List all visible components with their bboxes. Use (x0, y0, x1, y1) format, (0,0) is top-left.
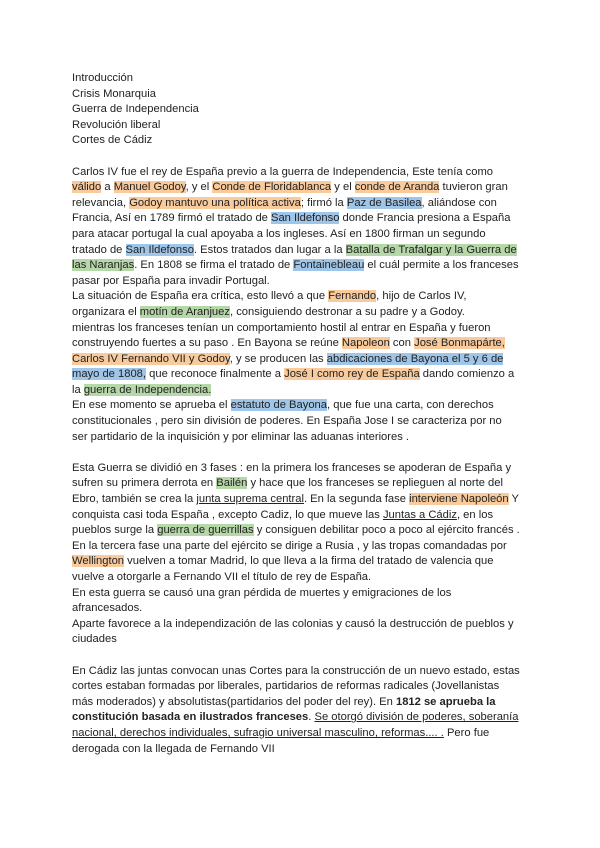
text-run: En Cádiz las juntas convocan unas Cortes para la construcción de un nuevo estado, estas cortes estaban formadas por liberales, partidarios de reformas radicales (Jovellanistas más moderados) y absolutistas(partidarios del poder del rey). En (72, 664, 520, 708)
paragraph-guerra-fases (72, 461, 520, 648)
text-run: y consiguen debilitar poco a poco al ejército francés . (253, 524, 520, 537)
text-run: con (389, 337, 415, 350)
highlight-guerra-independencia: guerra de Independencia. (83, 383, 212, 396)
highlight-godoy-politica: Godoy mantuvo una política activa (129, 196, 301, 209)
outline-list (72, 71, 520, 149)
highlight-jose-i-rey: José I como rey de España (284, 368, 420, 381)
underline-juntas-cadiz: Juntas a Cádiz (382, 508, 457, 521)
text-run: que reconoce finalmente a (146, 368, 285, 381)
highlight-guerra-guerrillas: guerra de guerrillas (157, 524, 254, 537)
highlight-estatuto-bayona: estatuto de Bayona (230, 399, 328, 412)
text-run: Aparte favorece a la independización de las colonias y causó la destrucción de pueblos y ciudades (72, 617, 514, 646)
outline-item: Introducción (72, 72, 133, 84)
text-run: el cuál permite a los franceses pasar por España para invadir Portugal. (72, 259, 519, 287)
text-run: dando comienzo a la (72, 368, 515, 396)
highlight-abdicaciones-bayona: abdicaciones de Bayona el 5 y 6 de mayo de 1808, (72, 352, 504, 381)
text-run: , y el (185, 181, 213, 194)
highlight-san-ildefonso-2: San Ildefonso (125, 243, 194, 256)
text-run: Pero fue derogada con la llegada de Fernando VII (72, 726, 490, 755)
text-run: , que fue una carta, con derechos constitucionales , pero sin división de poderes. En España Jose I se caracteriza por no ser partidario de la inquisición y por eliminar las aduanas interiores . (72, 399, 502, 443)
text-run: , y se producen las (229, 352, 327, 365)
text-run: . En 1808 se firma el tratado de (134, 259, 294, 272)
spacer (72, 149, 520, 165)
text-run: En esta guerra se causó una gran pérdida de muertes y emigraciones de los afrancesados. (72, 586, 452, 615)
text-run: ; firmó la (300, 196, 347, 209)
outline-item: Crisis Monarquia (72, 87, 156, 100)
highlight-napoleon: Napoleon (341, 337, 390, 350)
outline-item: Cortes de Cádiz (72, 134, 153, 147)
text-run: vuelven a tomar Madrid, lo que lleva a la firma del tratado de valencia que vuelve a otorgarle a Fernando VII el título de rey de España. (72, 555, 494, 583)
text-run: Y conquista casi toda España , excepto Cadiz, lo que mueve las (72, 493, 519, 521)
text-run: , hijo de Carlos IV, organizara el (72, 290, 467, 318)
text-run: Carlos IV fue el rey de España previo a la guerra de Independencia, Este tenía como (72, 165, 494, 178)
highlight-san-ildefonso-1: San Ildefonso (271, 212, 340, 225)
text-run: mientras los franceses tenían un comportamiento hostil al entrar en España y fueron construyendo fuertes a su paso . En Bayona se reúne (72, 321, 491, 350)
text-run: y hace que los franceses se replieguen al norte del Ebro, también se crea la (72, 477, 503, 506)
highlight-trafalgar-naranjas: Batalla de Trafalgar y la Guerra de las Naranjas (72, 243, 517, 272)
highlight-paz-basilea: Paz de Basilea (346, 196, 422, 209)
text-run: a (101, 181, 114, 194)
outline-item: Revolución liberal (72, 118, 161, 131)
text-run: Esta Guerra se dividió en 3 fases : en la primera los franceses se apoderan de España y sufren su primera derrota en (72, 461, 512, 490)
text-run: y el (331, 181, 355, 194)
highlight-bailen: Bailén (216, 477, 248, 490)
highlight-floridablanca: Conde de Floridablanca (212, 181, 332, 194)
outline-item: Guerra de Independencia (72, 103, 199, 116)
highlight-bonaparte-carlos-fernando-godoy: José Bonmapárte, Carlos IV Fernando VII y Godoy (72, 337, 505, 365)
paragraph-carlos-iv (72, 165, 520, 290)
bold-constitucion-1812: 1812 se aprueba la constitución basada en ilustrados franceses (72, 695, 496, 724)
highlight-wellington: Wellington (72, 555, 125, 568)
text-run: , en los pueblos surge la (72, 508, 494, 537)
paragraph-crisis (72, 289, 520, 445)
highlight-fernando: Fernando (328, 290, 377, 303)
text-run: . (308, 711, 315, 724)
underline-division-poderes: Se otorgó división de poderes, soberanía nacional, derechos individuales, sufragio universal masculino, reformas.... . (72, 711, 519, 739)
text-run: . Estos tratados dan lugar a la (193, 243, 346, 256)
text-run: , consiguiendo destronar a su padre y a Godoy. (229, 305, 465, 318)
highlight-motin-aranjuez: motín de Aranjuez (139, 305, 230, 318)
text-run: La situación de España era crítica, esto llevó a que (72, 290, 329, 303)
paragraph-cortes-cadiz (72, 664, 520, 758)
highlight-conde-aranda: conde de Aranda (354, 181, 440, 194)
text-run: En la tercera fase una parte del ejército se dirige a Rusia , y las tropas comandadas por (72, 539, 507, 552)
underline-junta-suprema: junta suprema central (196, 493, 304, 506)
text-run: tuvieron gran relevancia, (72, 181, 508, 209)
text-run: donde Francia presiona a España para atacar portugal la cual apoyaba a los ingleses. Así en 1800 firman un segundo tratado de (72, 212, 511, 256)
highlight-manuel-godoy: Manuel Godoy (113, 181, 186, 194)
highlight-fontainebleau: Fontainebleau (293, 259, 365, 272)
text-run: En ese momento se aprueba el (72, 399, 231, 412)
spacer (72, 445, 520, 461)
text-run: . En la segunda fase (303, 493, 410, 506)
highlight-interviene-napoleon: interviene Napoleón (409, 493, 509, 506)
spacer (72, 648, 520, 664)
highlight-valido: válido (72, 181, 102, 194)
text-run: , aliándose con Francia, Así en 1789 firmó el tratado de (72, 196, 497, 225)
